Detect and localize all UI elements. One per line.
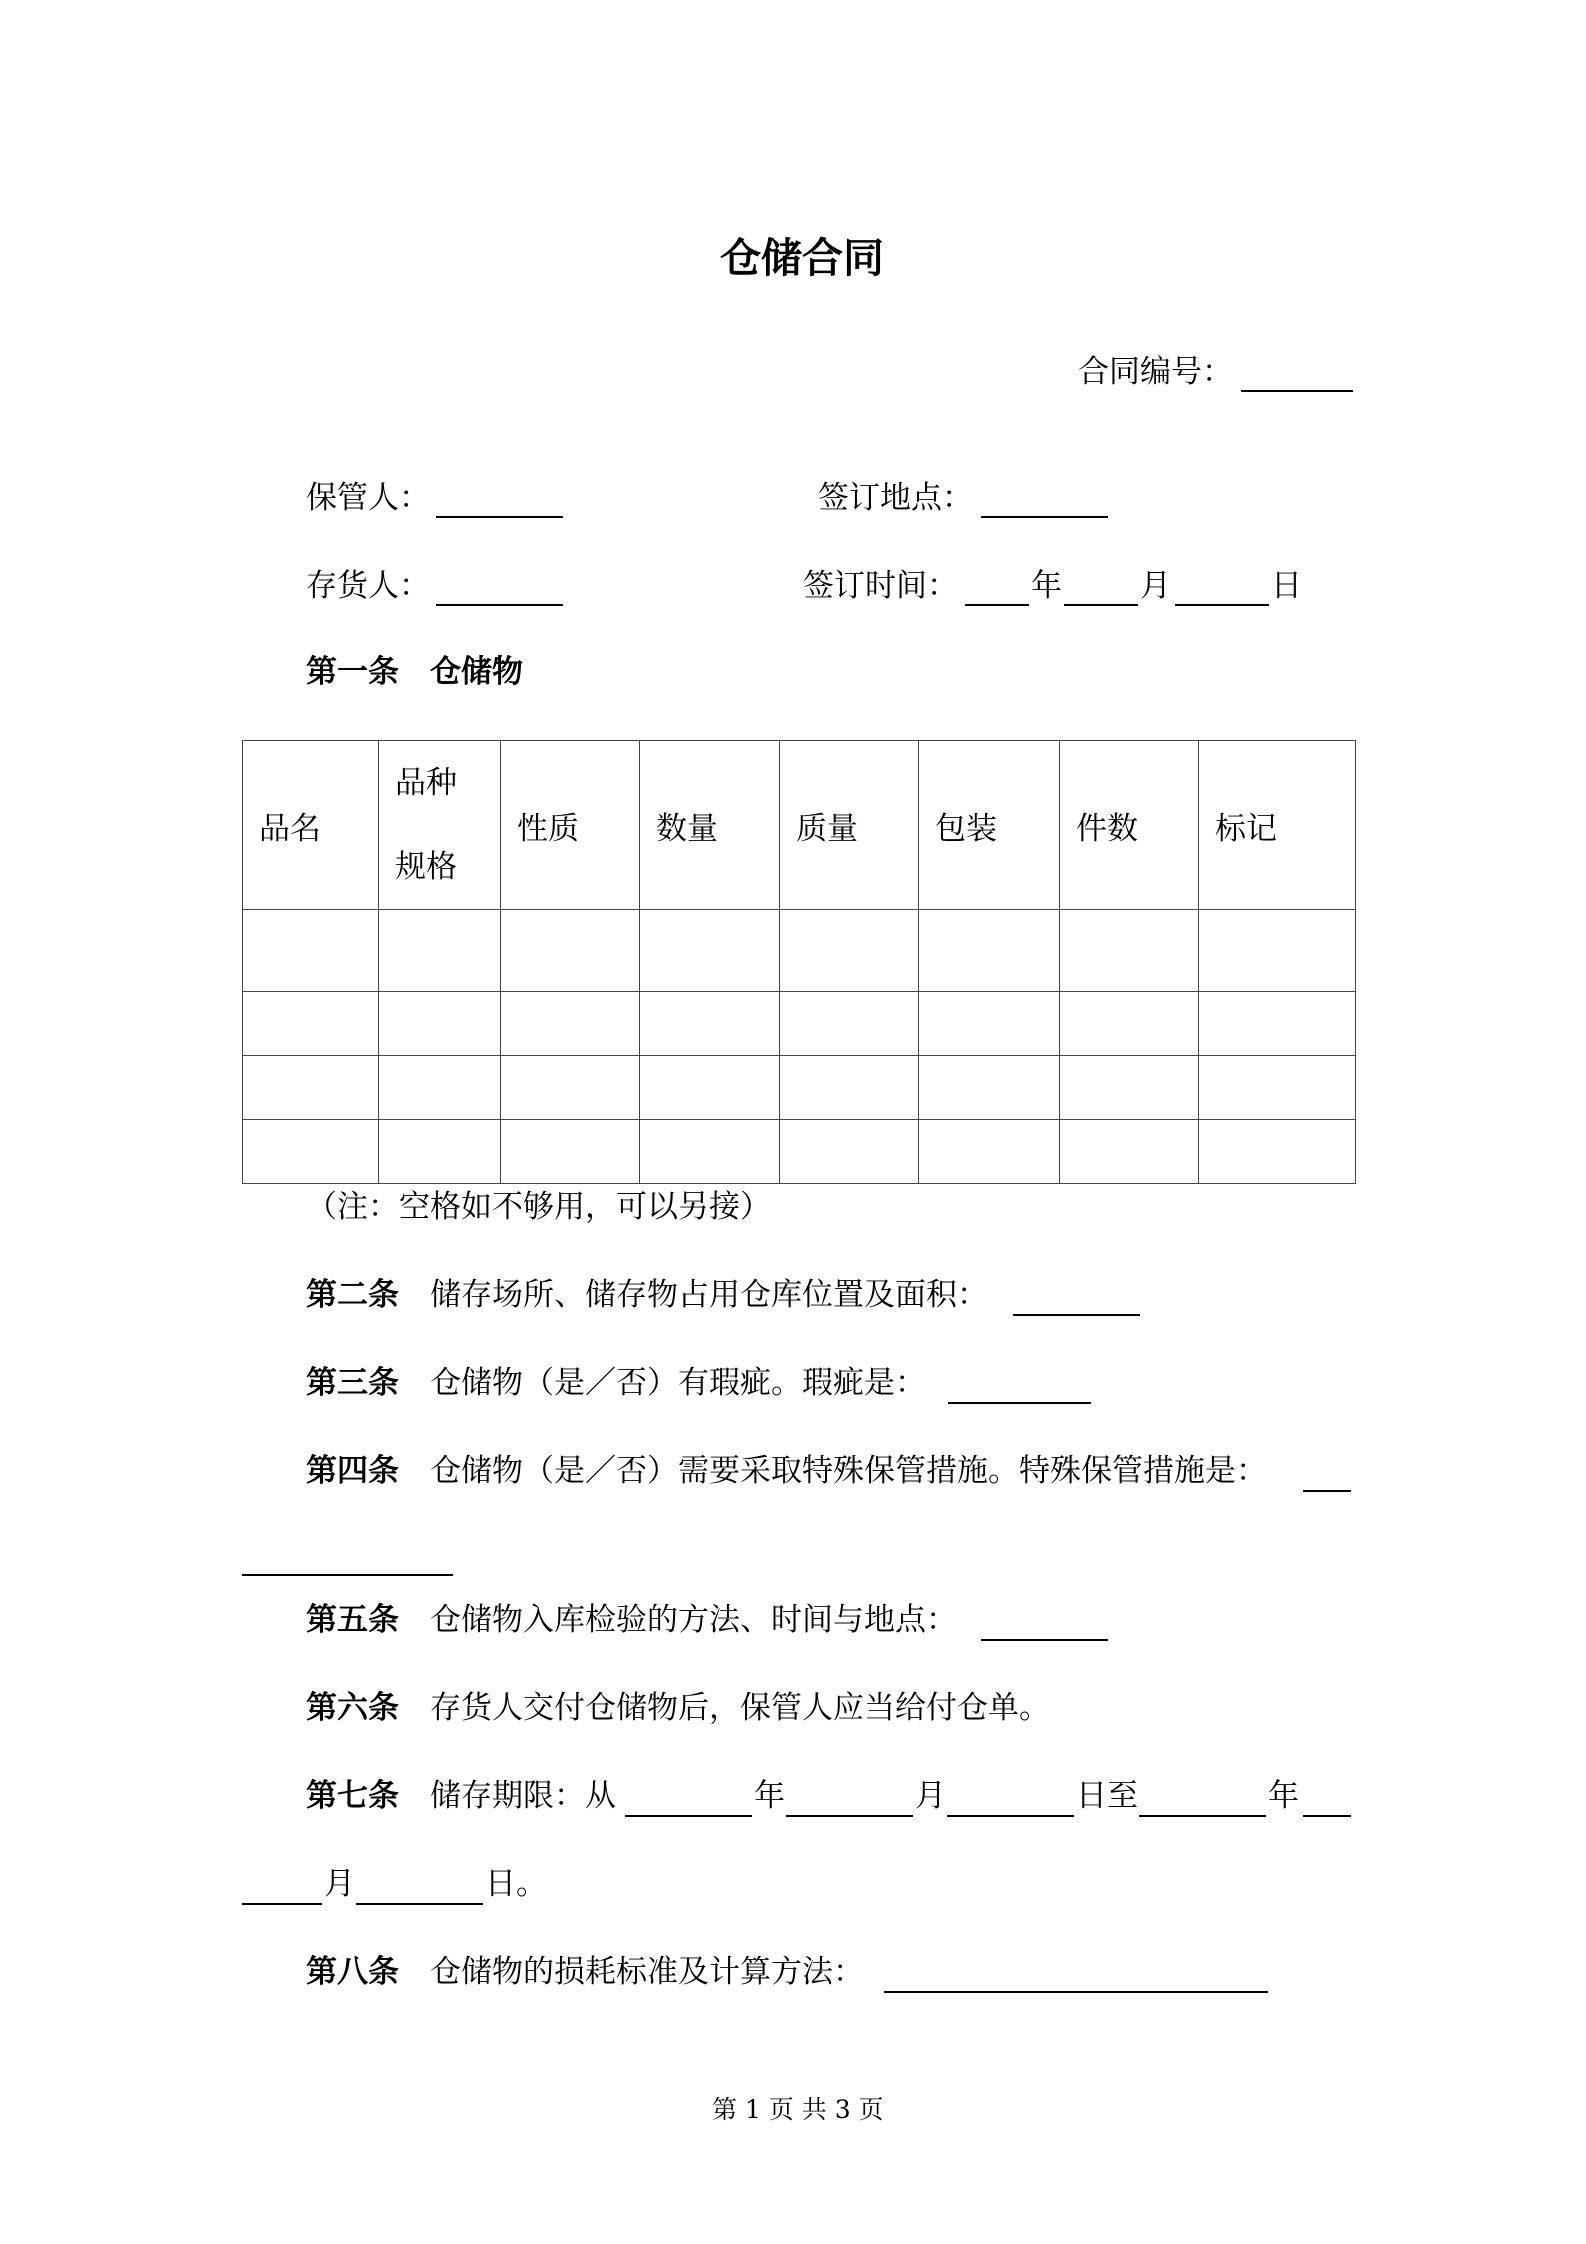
table-row [243, 1120, 1356, 1184]
table-cell[interactable] [919, 1120, 1060, 1184]
table-cell[interactable] [919, 992, 1060, 1056]
keeper-blank[interactable] [436, 516, 563, 518]
article8-text: 仓储物的损耗标准及计算方法： [430, 1954, 864, 1990]
article1-label: 第一条 [306, 654, 399, 690]
article7-to-month-blank-a[interactable] [1303, 1815, 1351, 1817]
sign-day-blank[interactable] [1175, 604, 1269, 606]
table-cell[interactable] [640, 992, 780, 1056]
article7-from-day-blank[interactable] [947, 1815, 1074, 1817]
article7-day-end-label: 日。 [485, 1866, 547, 1902]
article5-label: 第五条 [306, 1602, 399, 1638]
article7-text: 储存期限：从 [430, 1778, 616, 1814]
table-cell[interactable] [780, 1056, 919, 1120]
contract-number-label: 合同编号： [1078, 354, 1233, 390]
article3-label: 第三条 [306, 1365, 399, 1401]
table-cell[interactable] [1060, 1120, 1199, 1184]
table-cell[interactable] [780, 910, 919, 992]
article7-month2-label: 月 [324, 1866, 355, 1902]
sign-month-blank[interactable] [1064, 604, 1138, 606]
table-cell[interactable] [780, 992, 919, 1056]
article4-label: 第四条 [306, 1453, 399, 1489]
table-row [243, 992, 1356, 1056]
article4-blank-b[interactable] [242, 1574, 453, 1576]
page-footer: 第 1 页 共 3 页 [712, 2095, 884, 2124]
sign-time-label: 签订时间： [803, 568, 958, 604]
header-quality: 质量 [780, 741, 919, 910]
table-cell[interactable] [919, 910, 1060, 992]
table-cell[interactable] [1199, 1056, 1356, 1120]
table-cell[interactable] [1060, 992, 1199, 1056]
article8-blank[interactable] [884, 1991, 1268, 1993]
contract-number-blank[interactable] [1241, 390, 1353, 392]
table-cell[interactable] [379, 992, 501, 1056]
goods-table [242, 740, 1356, 1184]
table-row [243, 1056, 1356, 1120]
header-pieces: 件数 [1060, 741, 1199, 910]
table-cell[interactable] [243, 910, 379, 992]
table-cell[interactable] [780, 1120, 919, 1184]
table-cell[interactable] [919, 1056, 1060, 1120]
article7-to-month-blank-b[interactable] [242, 1903, 322, 1905]
sign-month-label: 月 [1140, 568, 1171, 604]
depositor-blank[interactable] [436, 604, 563, 606]
article3-text: 仓储物（是／否）有瑕疵。瑕疵是： [430, 1365, 926, 1401]
sign-place-blank[interactable] [981, 516, 1108, 518]
article5-text: 仓储物入库检验的方法、时间与地点： [430, 1602, 957, 1638]
table-row [243, 910, 1356, 992]
table-cell[interactable] [640, 910, 780, 992]
article7-year-label: 年 [754, 1778, 785, 1814]
article5-blank[interactable] [981, 1639, 1108, 1641]
article7-from-month-blank[interactable] [786, 1815, 913, 1817]
sign-year-blank[interactable] [965, 604, 1029, 606]
table-cell[interactable] [1060, 910, 1199, 992]
table-header-row [243, 741, 1356, 910]
header-packaging: 包装 [919, 741, 1060, 910]
table-note: （注：空格如不够用，可以另接） [306, 1189, 771, 1225]
header-quantity: 数量 [640, 741, 780, 910]
article7-year2-label: 年 [1268, 1778, 1299, 1814]
table-cell[interactable] [243, 992, 379, 1056]
table-cell[interactable] [501, 910, 640, 992]
table-cell[interactable] [243, 1056, 379, 1120]
table-cell[interactable] [243, 1120, 379, 1184]
article7-to-year-blank[interactable] [1139, 1815, 1266, 1817]
article3-blank[interactable] [948, 1402, 1091, 1404]
sign-day-label: 日 [1271, 568, 1302, 604]
header-variety-spec [379, 741, 501, 910]
header-name: 品名 [243, 741, 379, 910]
article2-text: 储存场所、储存物占用仓库位置及面积： [430, 1277, 988, 1313]
table-cell[interactable] [1199, 1120, 1356, 1184]
article7-month-label: 月 [915, 1778, 946, 1814]
sign-year-label: 年 [1031, 568, 1062, 604]
article4-text: 仓储物（是／否）需要采取特殊保管措施。特殊保管措施是： [430, 1453, 1267, 1489]
article2-label: 第二条 [306, 1277, 399, 1313]
table-cell[interactable] [1199, 910, 1356, 992]
table-cell[interactable] [1199, 992, 1356, 1056]
article2-blank[interactable] [1013, 1314, 1140, 1316]
table-cell[interactable] [379, 1056, 501, 1120]
header-nature: 性质 [501, 741, 640, 910]
sign-place-label: 签订地点： [818, 480, 973, 516]
article7-label: 第七条 [306, 1778, 399, 1814]
article4-blank-a[interactable] [1303, 1490, 1351, 1492]
depositor-label: 存货人： [306, 568, 430, 604]
article7-from-year-blank[interactable] [625, 1815, 752, 1817]
article7-day-to-label: 日至 [1076, 1778, 1138, 1814]
keeper-label: 保管人： [306, 480, 430, 516]
article1-title: 仓储物 [430, 654, 523, 690]
header-marking: 标记 [1199, 741, 1356, 910]
table-cell[interactable] [379, 910, 501, 992]
article6-text: 存货人交付仓储物后，保管人应当给付仓单。 [430, 1690, 1050, 1726]
table-cell[interactable] [379, 1120, 501, 1184]
document-title: 仓储合同 [720, 234, 884, 282]
article6-label: 第六条 [306, 1690, 399, 1726]
table-cell[interactable] [501, 992, 640, 1056]
article8-label: 第八条 [306, 1954, 399, 1990]
table-cell[interactable] [640, 1056, 780, 1120]
table-cell[interactable] [501, 1120, 640, 1184]
article7-to-day-blank[interactable] [356, 1903, 483, 1905]
header-variety-line1: 品种 [395, 765, 457, 801]
table-cell[interactable] [1060, 1056, 1199, 1120]
table-cell[interactable] [501, 1056, 640, 1120]
table-cell[interactable] [640, 1120, 780, 1184]
header-variety-line2: 规格 [395, 849, 457, 885]
